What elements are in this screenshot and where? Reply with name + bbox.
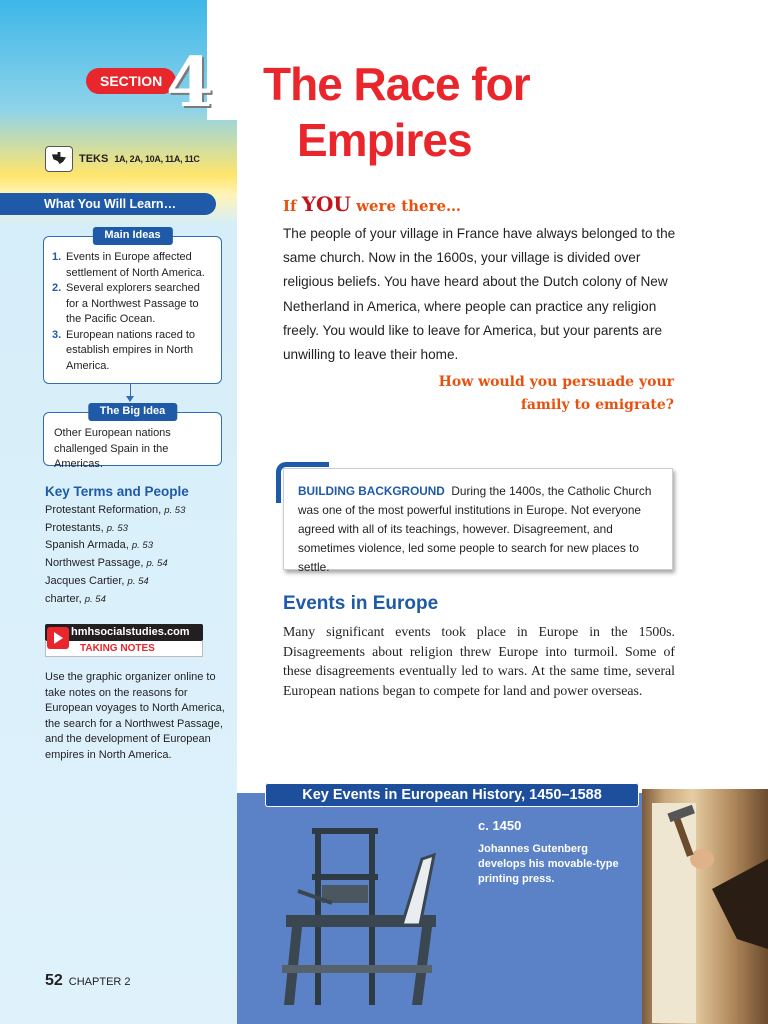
scenario-text: The people of your village in France have always belonged to the same church. Now in the 1600s, your village is divided over religious beliefs. You have heard about the Dutch colony of New Netherland in America, where people can practice any religion freely. You would like to leave for America, but your parents are unwilling to leave their home. [283, 226, 676, 363]
key-term: Jacques Cartier, p. 54 [45, 574, 149, 587]
title-line-1: The Race for [263, 58, 530, 110]
section-number: 4 [166, 43, 214, 123]
reformation-photo [642, 789, 768, 1024]
page-number: 52 [45, 972, 63, 989]
building-background-text: During the 1400s, the Catholic Church was one of the most powerful institutions in Europe. Not everyone agreed with all of its teachings, however. Disagreement, and sometimes violence, led some people to search for new places to settle. [298, 484, 652, 574]
key-terms-heading: Key Terms and People [45, 484, 189, 499]
arrow-down-icon [130, 384, 131, 398]
events-text: Many significant events took place in Europe in the 1500s. Disagreements about religion threw Europe into turmoil. Some of these disagreements eventually led to wars. At the same time, several European nations began to compete for land and power overseas. [283, 624, 675, 698]
title-line-2: Empires [297, 114, 472, 166]
key-term: Protestants, p. 53 [45, 521, 128, 534]
key-term: charter, p. 54 [45, 592, 106, 605]
site-link[interactable]: hmhsocialstudies.com [45, 624, 203, 641]
texas-icon [45, 146, 73, 172]
timeline-title: Key Events in European History, 1450–1588 [265, 783, 639, 807]
if-you-were-there-heading: If YOU were there… [283, 192, 462, 216]
key-term: Northwest Passage, p. 54 [45, 557, 168, 570]
events-heading: Events in Europe [283, 593, 439, 614]
scenario-question: How would you persuade your family to emigrate? [438, 374, 674, 413]
section-label: SECTION [86, 68, 176, 94]
page-title [263, 56, 693, 168]
main-idea-item: 2. Several explorers searched for a Northwest Passage to the Pacific Ocean. [52, 282, 200, 325]
chapter-label: CHAPTER 2 [68, 976, 131, 988]
timeline-description: Johannes Gutenberg develops his movable-type printing press. [478, 843, 619, 885]
key-terms-list [45, 502, 185, 608]
main-idea-item: 1. Events in Europe affected settlement of North America. [52, 251, 205, 279]
building-background-label: BUILDING BACKGROUND [298, 484, 445, 498]
hammer-hand-icon [642, 789, 768, 1024]
key-term: Protestant Reformation, p. 53 [45, 504, 186, 516]
taking-notes-text: Use the graphic organizer online to take notes on the reasons for European voyages to North America, the search for a Northwest Passage, and the development of European empires in North America. [45, 671, 225, 761]
big-idea-text: Other European nations challenged Spain in the Americas. [54, 427, 171, 470]
arrow-icon [47, 627, 69, 649]
big-idea-header: The Big Idea [88, 403, 177, 421]
main-ideas-box [43, 229, 222, 384]
printing-press-image [272, 815, 472, 1015]
timeline-date: c. 1450 [478, 818, 522, 833]
taking-notes-label: TAKING NOTES [45, 641, 203, 657]
main-ideas-list [52, 250, 213, 374]
big-idea-box [43, 405, 222, 470]
main-ideas-header: Main Ideas [92, 227, 172, 245]
teks-codes: 1A, 2A, 10A, 11A, 11C [114, 154, 200, 164]
teks [45, 146, 200, 172]
key-term: Spanish Armada, p. 53 [45, 539, 153, 552]
what-you-will-learn-banner: What You Will Learn… [0, 193, 216, 215]
building-background-box [283, 468, 673, 574]
page-footer [45, 972, 131, 990]
teks-label: TEKS [79, 153, 109, 165]
main-idea-item: 3. European nations raced to establish empires in North America. [52, 328, 196, 372]
taking-notes-link[interactable] [45, 624, 203, 660]
